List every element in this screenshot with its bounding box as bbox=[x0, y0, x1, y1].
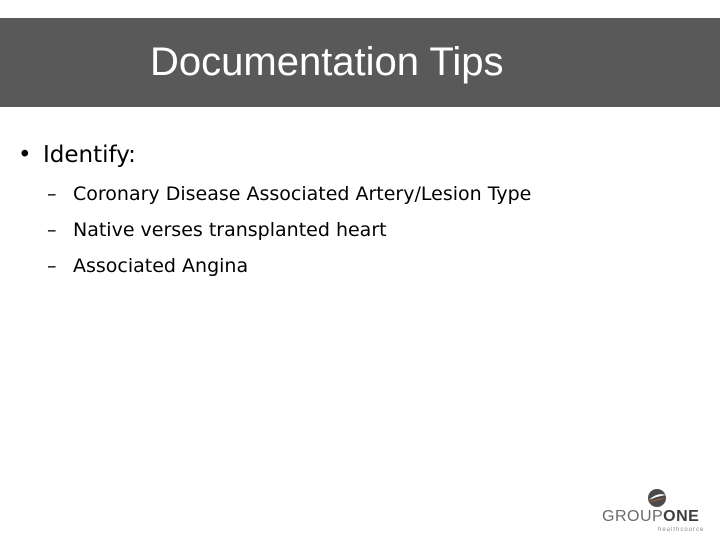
sub-item-native bbox=[47, 219, 387, 241]
groupone-logo bbox=[600, 486, 715, 534]
logo-word-group: GROUP bbox=[602, 508, 664, 525]
logo-wordmark bbox=[602, 508, 699, 526]
sub-marker: – bbox=[47, 219, 57, 241]
slide-title: Documentation Tips bbox=[150, 40, 504, 84]
bullet-text: Identify: bbox=[43, 142, 136, 168]
sub-item-artery bbox=[47, 183, 531, 205]
logo-tagline: healthsource bbox=[658, 527, 705, 533]
bullet-marker: • bbox=[18, 142, 32, 168]
sub-marker: – bbox=[47, 255, 57, 277]
sub-item-text: Associated Angina bbox=[73, 255, 249, 277]
logo-mark-icon bbox=[645, 486, 669, 510]
logo-word-one: ONE bbox=[663, 508, 700, 525]
sub-item-text: Native verses transplanted heart bbox=[73, 219, 387, 241]
sub-marker: – bbox=[47, 183, 57, 205]
sub-item-text: Coronary Disease Associated Artery/Lesion Type bbox=[73, 183, 532, 205]
bullet-identify bbox=[18, 142, 136, 168]
sub-item-angina bbox=[47, 255, 248, 277]
